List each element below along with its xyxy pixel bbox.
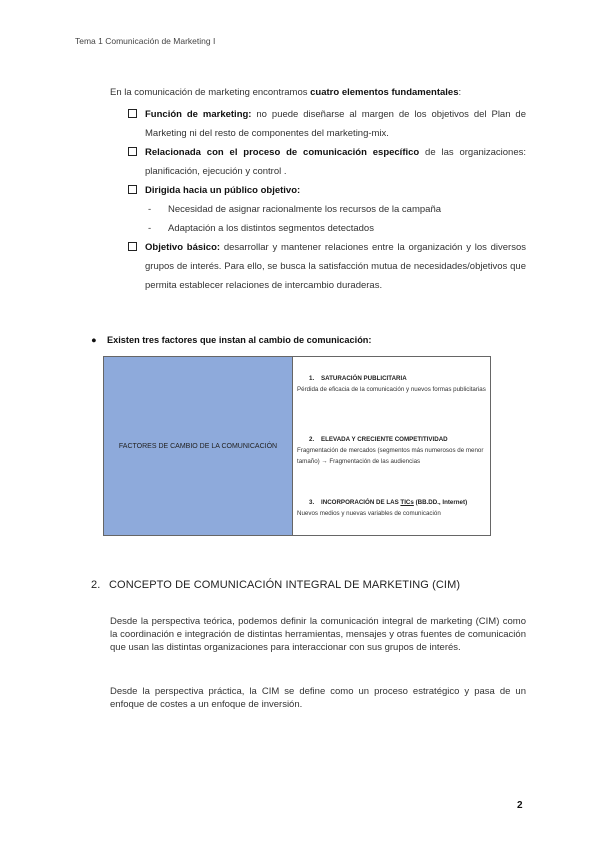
- section-heading: [91, 579, 460, 591]
- element-title: Objetivo básico:: [145, 242, 221, 253]
- factors-table: [103, 356, 491, 536]
- factor-desc: Nuevos medios y nuevas variables de comunicación: [297, 510, 441, 517]
- element-title: Función de marketing:: [145, 109, 252, 120]
- element-text: desarrollar y mantener relaciones entre la organización y los diversos grupos de interés. Para ello, se busca la satisfacción mutua de necesidades/objetivos que permita establecer relaciones de intercambio duraderas.: [145, 242, 526, 291]
- sub-list: [148, 200, 526, 238]
- element-item: [128, 143, 526, 181]
- checkbox-square-icon: [128, 242, 137, 251]
- checkbox-square-icon: [128, 109, 137, 118]
- element-text: de las organizaciones: planificación, ejecución y control .: [145, 147, 526, 177]
- intro-text: [110, 87, 461, 98]
- page-number: 2: [517, 800, 523, 811]
- intro-prefix: En la comunicación de marketing encontramos: [110, 87, 311, 98]
- checkbox-square-icon: [128, 185, 137, 194]
- factor-item: 2. ELEVADA Y CRECIENTE COMPETITIVIDAD Fragmentación de mercados (segmentos más numerosos de menor tamaño) → Fragmentación de las audiencias: [297, 434, 487, 467]
- dash-icon: -: [148, 204, 152, 215]
- factor-title-underlined: TICs: [400, 499, 414, 506]
- elements-list: [128, 105, 526, 295]
- sub-item: - Adaptación a los distintos segmentos detectados: [148, 219, 526, 238]
- factor-title-suffix: (BB.DD., Internet): [413, 499, 468, 506]
- paragraph: Desde la perspectiva práctica, la CIM se define como un proceso estratégico y pasa de un enfoque de costes a un enfoque de inversión.: [110, 686, 526, 710]
- intro-suffix: :: [458, 87, 462, 98]
- element-text: no puede diseñarse al margen de los objetivos del Plan de Marketing ni del resto de componentes del marketing-mix.: [145, 109, 526, 139]
- element-title: Dirigida hacia un público objetivo:: [145, 185, 301, 196]
- element-item: [128, 238, 526, 295]
- element-item: [128, 105, 526, 143]
- factor-item: 1. SATURACIÓN PUBLICITARIA Pérdida de eficacia de la comunicación y nuevos formas publicitarias: [297, 375, 486, 393]
- intro-bold: cuatro elementos fundamentales: [310, 87, 459, 98]
- dash-icon: -: [148, 223, 152, 234]
- page-header: Tema 1 Comunicación de Marketing I: [75, 36, 216, 46]
- element-title: Relacionada con el proceso de comunicación específico: [145, 147, 420, 158]
- bullet-icon: ●: [91, 335, 97, 345]
- table-right-cell: [293, 357, 490, 535]
- checkbox-square-icon: [128, 147, 137, 156]
- factor-title: SATURACIÓN PUBLICITARIA: [321, 375, 407, 382]
- element-item: [128, 181, 526, 200]
- factor-desc: Pérdida de eficacia de la comunicación y nuevos formas publicitarias: [297, 386, 486, 393]
- factor-desc: Fragmentación de mercados (segmentos más numerosos de menor tamaño) → Fragmentación de las audiencias: [297, 447, 484, 465]
- factors-bullet: ● Existen tres factores que instan al cambio de comunicación:: [91, 335, 372, 345]
- section-number: 2.: [91, 579, 101, 591]
- paragraph: Desde la perspectiva teórica, podemos definir la comunicación integral de marketing (CIM) como la coordinación e integración de distintas herramientas, mensajes y otras fuentes de comunicación que usan las distintas organizaciones para interaccionar con sus grupos de interés.: [110, 616, 526, 653]
- section-title: CONCEPTO DE COMUNICACIÓN INTEGRAL DE MARKETING (CIM): [109, 579, 461, 591]
- factor-title: INCORPORACIÓN DE LAS: [321, 499, 401, 506]
- sub-item: - Necesidad de asignar racionalmente los recursos de la campaña: [148, 200, 526, 219]
- table-left-label: FACTORES DE CAMBIO DE LA COMUNICACIÓN: [104, 357, 293, 535]
- factor-item: 3. INCORPORACIÓN DE LAS TICs (BB.DD., Internet) Nuevos medios y nuevas variables de comunicación: [297, 497, 487, 519]
- factor-title: ELEVADA Y CRECIENTE COMPETITIVIDAD: [321, 436, 448, 443]
